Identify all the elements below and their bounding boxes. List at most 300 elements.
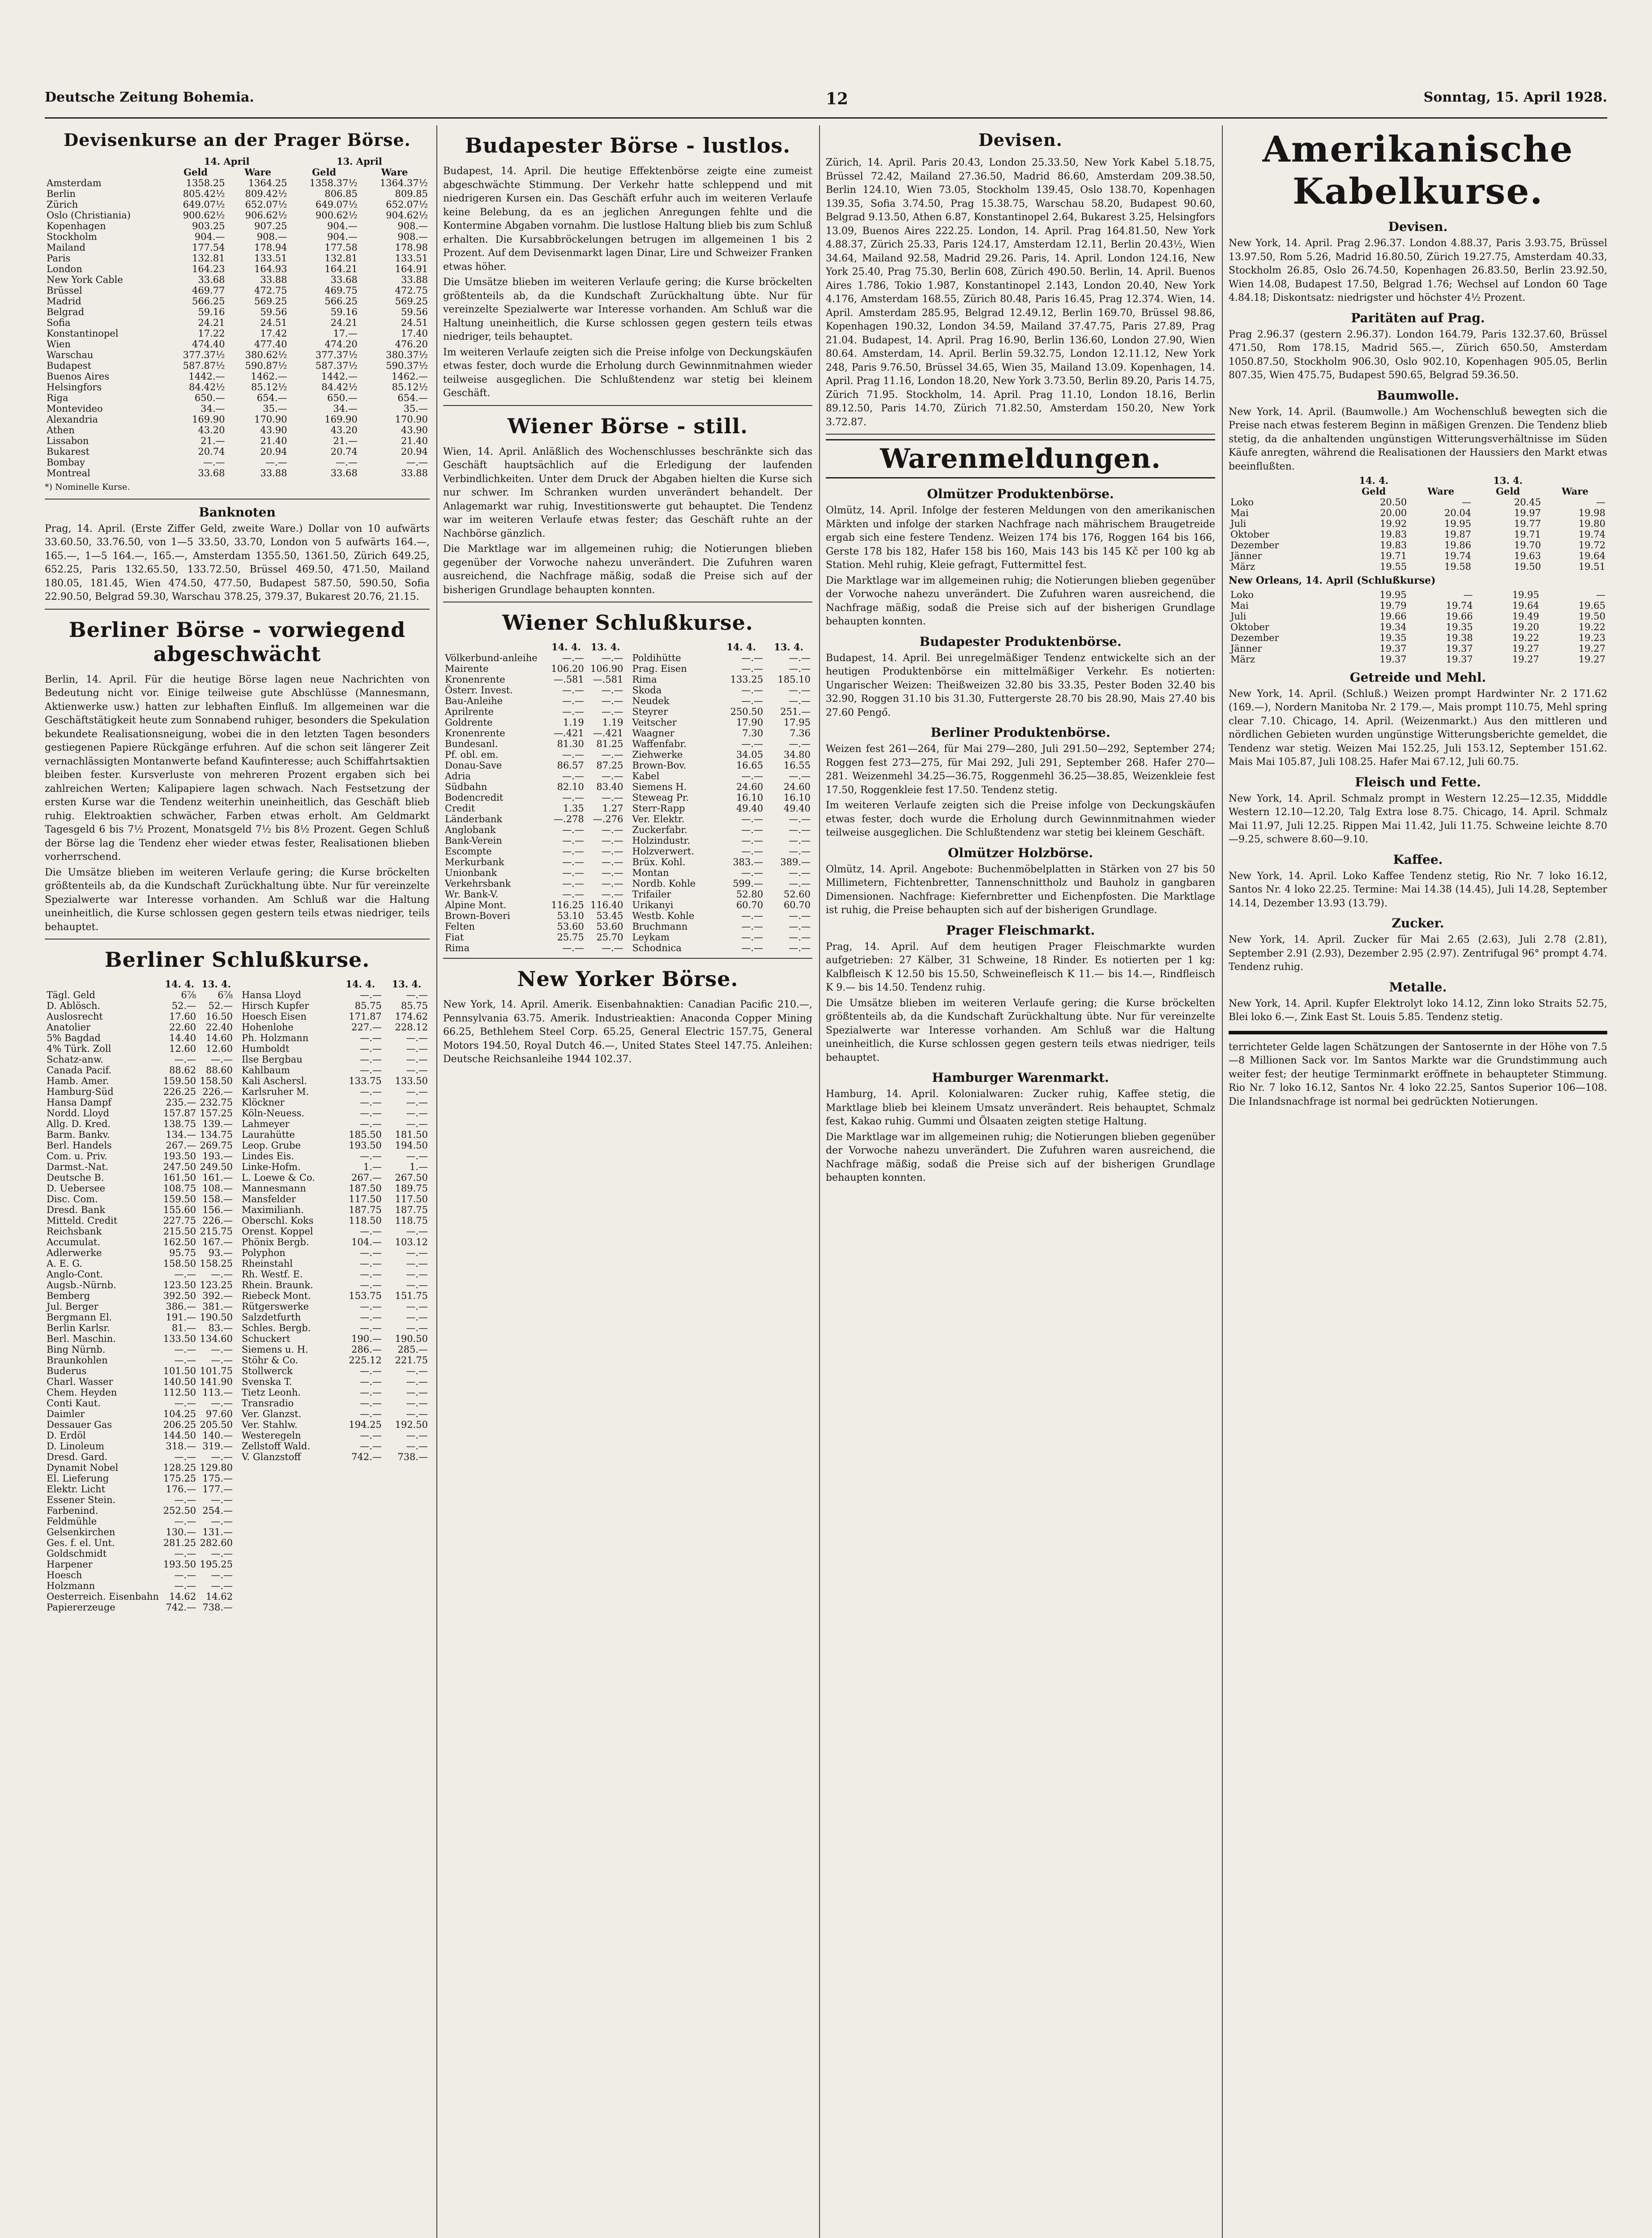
row-value: 19.63 [1514, 551, 1541, 561]
row-value: 52.— [171, 1000, 196, 1011]
row-value: 247.50 [163, 1162, 196, 1172]
row-value: 171.87 [349, 1011, 382, 1022]
wiener-schlusskurse-heading: Wiener Schlußkurse. [502, 611, 753, 635]
row-value: —.— [789, 814, 811, 824]
kurs-row [240, 1366, 430, 1376]
row-value: 43.90 [260, 425, 287, 436]
row-value: 381.— [202, 1301, 233, 1312]
row-value: 178.94 [254, 242, 287, 253]
getreide-heading: Getreide und Mehl. [1349, 670, 1486, 685]
kurs-row [631, 889, 813, 900]
row-value: 1364.25 [248, 178, 287, 188]
row-value: 191.— [166, 1312, 196, 1323]
row-value: 43.20 [198, 425, 225, 436]
row-value: —.— [211, 1548, 233, 1559]
row-value: 19.37 [1446, 653, 1473, 665]
row-value: 138.75 [163, 1119, 196, 1129]
row-label: Bank-Verein [445, 835, 502, 846]
row-value: 377.37½ [183, 350, 225, 360]
row-label: Oberschl. Koks [242, 1215, 314, 1226]
row-value: 193.50 [163, 1559, 196, 1570]
devisen-row [45, 285, 430, 296]
kurs-row [240, 1119, 430, 1129]
row-value: 1.35 [563, 803, 584, 814]
row-value: 1.19 [563, 717, 584, 728]
row-label: Hohenlohe [242, 1022, 294, 1033]
row-label: Sofia [47, 317, 71, 328]
row-label: Prag. Eisen [632, 663, 687, 674]
row-value: —.— [741, 685, 764, 696]
row-value: 85.12½ [392, 382, 428, 393]
row-label: Leop. Grube [242, 1140, 301, 1151]
row-label: Stollwerck [242, 1366, 293, 1376]
row-value: 144.50 [163, 1430, 196, 1441]
devisen-row [45, 457, 430, 468]
row-value: 157.25 [200, 1108, 233, 1119]
row-value: 16.65 [736, 760, 764, 771]
kurs-row [45, 1204, 235, 1215]
row-value: 19.95 [1379, 589, 1407, 600]
row-value: —.— [562, 685, 584, 696]
row-value: —.— [406, 1441, 428, 1452]
row-label: Hoesch Eisen [242, 1011, 307, 1022]
row-label: A. E. G. [47, 1258, 82, 1269]
row-value: 164.91 [395, 264, 428, 274]
row-label: Daimler [47, 1409, 85, 1419]
kurs-row [443, 878, 625, 889]
row-label: Zellstoff Wald. [242, 1441, 311, 1452]
kurs-row [45, 1323, 235, 1333]
row-label: Rütgerswerke [242, 1301, 309, 1312]
olmuetzer-holz-text: Olmütz, 14. April. Angebote: Buchenmöbelplatten in Stärken von 27 bis 50 Millimetern, Fichtenbretter, Tannenschnittholz und Bauholz in gangbaren Dimensionen. Nachfrage: Kiefernbretter und Eichenpfosten. Die Marktlage ist ruhig, die Preise behaupten sich auf der bisherigen Grundlage. [826, 863, 1215, 916]
row-value: 159.50 [163, 1076, 196, 1086]
row-value: 116.40 [590, 900, 623, 910]
kurs-row [443, 900, 625, 910]
row-value: 43.20 [330, 425, 358, 436]
row-value: —.— [211, 1344, 233, 1355]
row-value: 215.75 [200, 1226, 233, 1237]
row-value: 250.50 [730, 706, 764, 717]
kurs-row [45, 1538, 235, 1548]
column-2 [443, 125, 812, 2238]
row-label: Ziehwerke [632, 749, 683, 760]
row-label: Holzverwert. [632, 846, 695, 857]
zucker-text: New York, 14. April. Zucker für Mai 2.65 (2.63), Juli 2.78 (2.81), September 2.91 (2.93), Dezember 2.95 (2.97). Zentrifugal 96° prompt 4.74. Tendenz ruhig. [1229, 934, 1607, 973]
filler-text: Die Marktlage war im allgemeinen ruhig; die Notierungen blieben gegenüber der Vorwoche nahezu unverändert. Die Zufuhren waren ausreichend, die Nachfrage mäßig, sodaß die Preise sich auf der bisherigen Grundlage behaupten konnten. [826, 575, 1215, 627]
row-label: Auslosrecht [47, 1011, 103, 1022]
row-value: 85.12½ [251, 382, 287, 393]
kurs-row [45, 1527, 235, 1538]
kurs-row [443, 771, 625, 782]
row-label: Kali Aschersl. [242, 1076, 307, 1086]
row-label: Mai [1230, 600, 1249, 611]
row-value: 17.22 [198, 328, 225, 339]
row-value: 20.74 [198, 446, 225, 457]
row-label: Schuckert [242, 1333, 290, 1344]
row-value: 113.— [202, 1387, 233, 1398]
row-value: 19.97 [1514, 508, 1541, 518]
row-value: 34.80 [783, 749, 811, 760]
row-value: 742.— [166, 1602, 196, 1613]
row-label: Lindes Eis. [242, 1151, 295, 1162]
kurs-row [443, 674, 625, 685]
row-label: Humboldt [242, 1043, 290, 1054]
row-label: Länderbank [445, 814, 503, 824]
row-value: —.— [360, 1097, 382, 1108]
row-label: Steyrer [632, 706, 668, 717]
row-value: —.— [336, 457, 358, 468]
kurs-row [443, 728, 625, 739]
row-value: 164.93 [254, 264, 287, 274]
wiener-schlusskurse-right-rows [631, 653, 813, 953]
row-value: 52.80 [736, 889, 764, 900]
row-value: 19.79 [1379, 600, 1407, 611]
kurs-row [631, 717, 813, 728]
row-label: Berl. Handels [47, 1140, 112, 1151]
kurs-row [631, 749, 813, 760]
row-label: Berlin [47, 188, 76, 199]
row-value: 19.37 [1379, 643, 1407, 654]
row-value: 587.87½ [183, 360, 225, 371]
row-value: 106.90 [590, 663, 623, 674]
kurs-row [240, 1151, 430, 1162]
row-value: 190.— [351, 1333, 382, 1344]
row-value: 652.07½ [245, 199, 287, 210]
row-label: Mai [1230, 508, 1249, 518]
kurs-row [631, 706, 813, 717]
row-value: 16.50 [205, 1011, 233, 1022]
row-value: —.— [211, 1495, 233, 1505]
row-label: Credit [445, 803, 475, 814]
row-value: 742.— [351, 1452, 382, 1462]
row-value: 225.12 [349, 1355, 382, 1366]
row-label: Leykam [632, 932, 670, 943]
kurs-row [45, 1129, 235, 1140]
row-value: 187.75 [395, 1204, 428, 1215]
row-label: Schodnica [632, 943, 682, 953]
row-value: 809.42½ [245, 188, 287, 199]
col-header: Geld [1496, 486, 1520, 497]
kurs-row [443, 782, 625, 792]
row-value: 132.81 [324, 253, 358, 264]
kurs-row [443, 792, 625, 803]
row-value: —.— [406, 1097, 428, 1108]
row-value: 133.25 [730, 674, 764, 685]
row-value: 178.98 [395, 242, 428, 253]
row-label: Kronenrente [445, 728, 505, 739]
baumwolle-text: New York, 14. April. (Baumwolle.) Am Wochenschluß bewegten sich die Preise nach etwas festerem Beginn in mäßigen Grenzen. Die Tendenz blieb stetig, da die anhaltenden ungünstigen Witterungsverhältnisse im Süden Käufe anregten, während die Realisationen der Haussiers den Markt etwas beeinflußten. [1229, 406, 1607, 472]
kurs-row [240, 1355, 430, 1366]
row-value: 81.— [171, 1323, 196, 1333]
row-value: 654.— [397, 393, 428, 403]
prager-fleisch-text: Prag, 14. April. Auf dem heutigen Prager Fleischmarkte wurden aufgetrieben: 27 Kälber, 31 Schweine, 18 Rinder. Es notierten per 1 kg: Kalbfleisch K 12.50 bis 15.50, Schweinefleisch K 11.— bis 14.—, Rindfleisch K 9.— bis 14.50. Tendenz ruhig. [826, 941, 1215, 993]
row-value: —.— [174, 1548, 196, 1559]
kurs-row [45, 1387, 235, 1398]
berliner-schlusskurse-heading: Berliner Schlußkurse. [104, 948, 370, 972]
row-value: 1364.37½ [380, 178, 428, 188]
devisen-row [45, 436, 430, 446]
kurs-row [45, 1495, 235, 1505]
row-value: 566.25 [324, 296, 358, 307]
row-value: —.— [601, 878, 623, 889]
row-value: 477.40 [254, 339, 287, 350]
row-label: Stöhr & Co. [242, 1355, 299, 1366]
kurs-row [240, 1043, 430, 1054]
kurs-row [240, 1065, 430, 1076]
kurs-row [443, 824, 625, 835]
row-value: 1462.— [251, 371, 287, 382]
row-value: 19.71 [1514, 529, 1541, 540]
row-value: 33.68 [198, 468, 225, 478]
row-label: Buenos Aires [47, 371, 110, 382]
banknoten-text: Prag, 14. April. (Erste Ziffer Geld, zweite Ware.) Dollar von 10 aufwärts 33.60.50, 33.76.50, von 1—5 33.50, 33.70, London von 5 aufwärts 164.—, 165.—, 1—5 164.—, 165.—, Amsterdam 1355.50, 1361.50, Zürich 649.25, 652.25, Paris 132.65.50, 133.72.50, Brüssel 469.50, 471.50, Mailand 180.05, 181.45, Wien 474.50, 477.50, Budapest 587.50, 590.50, Sofia 22.90.50, Belgrad 59.30, Warschau 378.25, 379.37, Bukarest 20.76, 21.15. [45, 523, 430, 602]
kurs-row [45, 1484, 235, 1495]
fleisch-heading: Fleisch und Fette. [1355, 774, 1481, 790]
row-value: —.— [360, 1280, 382, 1290]
row-value: 162.50 [163, 1237, 196, 1247]
row-value: 86.57 [557, 760, 584, 771]
row-label: Berl. Maschin. [47, 1333, 116, 1344]
row-value: —.— [406, 1323, 428, 1333]
row-value: 175.25 [163, 1473, 196, 1484]
kurs-row [45, 1516, 235, 1527]
row-value: —.— [741, 943, 764, 953]
row-value: 97.60 [205, 1409, 233, 1419]
col-header: 13. 4. [1493, 475, 1523, 486]
devisen-row [45, 414, 430, 425]
devisen-row [45, 296, 430, 307]
column-divider [819, 125, 820, 2238]
row-label: Montreal [47, 468, 90, 478]
amerik-devisen-text: New York, 14. April. Prag 2.96.37. London 4.88.37, Paris 3.93.75, Brüssel 13.97.50, Rom 5.26, Madrid 16.80.50, Zürich 19.27.75, Amsterdam 40.33, Stockholm 26.85, Oslo 26.74.50, Kopenhagen 26.83.50, Berlin 23.92.50, Wien 14.08, Budapest 17.50, Belgrad 1.76; Wechsel auf London 60 Tage 4.84.18; Diskontsatz: niedrigster und höchster 4½ Prozent. [1229, 238, 1607, 303]
row-value: 59.56 [260, 307, 287, 317]
row-value: 806.85 [324, 188, 358, 199]
row-value: 33.68 [330, 274, 358, 285]
col-header: 13. 4. [201, 979, 231, 990]
devisen-row [45, 371, 430, 382]
row-value: 19.37 [1446, 643, 1473, 654]
row-value: 380.37½ [386, 350, 428, 360]
row-label: Mitteld. Credit [47, 1215, 118, 1226]
kurs-row [45, 1054, 235, 1065]
kurs-row [443, 653, 625, 663]
row-label: Hoesch [47, 1570, 82, 1580]
row-value: —.— [174, 1398, 196, 1409]
row-value: 19.51 [1578, 561, 1605, 572]
row-label: Merkurbank [445, 857, 504, 867]
getreide-text: New York, 14. April. (Schluß.) Weizen prompt Hardwinter Nr. 2 171.62 (169.—), Nordern Manitoba Nr. 2 179.—, Mais prompt 110.75, Mehl spring clear 7.10. Chicago, 14. April. (Weizenmarkt.) Aus den mittleren und nördlichen Gebieten wurden ungünstige Witterungsberichte gemeldet, die Tendenz war stetig. Weizen Mai 152.25, Juli 153.12, September 151.62. Mais Mai 105.87, Juli 108.25. Hafer Mai 67.12, Juli 60.75. [1229, 688, 1607, 768]
kurs-row [240, 1022, 430, 1033]
kurs-row [631, 771, 813, 782]
devisen-row [45, 307, 430, 317]
devisen-row [45, 350, 430, 360]
row-value: 649.07½ [315, 199, 358, 210]
row-value: 19.72 [1578, 540, 1605, 551]
row-value: 7.30 [742, 728, 764, 739]
row-value: —.— [203, 457, 225, 468]
kurs-row [240, 1387, 430, 1398]
row-value: 252.50 [163, 1505, 196, 1516]
row-value: 19.20 [1512, 621, 1539, 632]
row-label: Linke-Hofm. [242, 1162, 301, 1172]
row-value: —.— [741, 867, 764, 878]
new-yorker-boerse-text: New York, 14. April. Amerik. Eisenbahnaktien: Canadian Pacific 210.—, Pennsylvania 63.75. Amerik. Industrieaktien: Anaconda Copper Mining 66.25, Bethlehem Steel Corp. 65.25, General Electric 157.75, General Motors 194.50, Royal Dutch 46.—, United States Steel 147.75. Anleihen: Deutsche Reichsanleihe 1944 102.37. [443, 999, 812, 1065]
kurs-row [443, 803, 625, 814]
row-value: — [1463, 589, 1473, 600]
row-label: Brown-Bov. [632, 760, 687, 771]
row-label: Reichsbank [47, 1226, 102, 1237]
devisen-text: Zürich, 14. April. Paris 20.43, London 25.33.50, New York Kabel 5.18.75, Brüssel 72.42, Mailand 27.36.50, Madrid 86.60, Amsterdam 209.38.50, Berlin 124.10, Wien 73.05, Stockholm 139.45, Oslo 138.70, Kopenhagen 139.35, Sofia 3.74.50, Prag 15.38.75, Warschau 58.20, Budapest 90.60, Belgrad 9.13.50, Athen 6.87, Konstantinopel 2.64, Bukarest 3.25, Helsingfors 13.09, Buenos Aires 222.25. London, 14. April. Prag 164.81.50, New York 4.88.37, Zürich 25.33, Paris 124.17, Amsterdam 12.11, Berlin 20.43½, Wien 34.64, Mailand 92.58, Madrid 29.26. Paris, 14. April. London 124.16, New York 25.40, Prag 75.30, Berlin 608, Zürich 490.50. Berlin, 14. April. Buenos Aires 1.786, Tokio 1.987, Konstantinopel 2.143, London 20.40, New York 4.176, Amsterdam 168.55, Zürich 80.48, Paris 16.45, Prag 12.374. Wien, 14. April. Amsterdam 285.95, Belgrad 12.49.12, Berlin 169.70, Brüssel 98.86, Kopenhagen 190.32, London 34.59, Mailand 37.47.75, Paris 27.89, Prag 21.04. Budapest, 14. April. Prag 16.90, Berlin 136.60, London 27.90, Wien 80.64. Amsterdam, 14. April. Berlin 59.32.75, London 12.11.12, New York 248, Paris 9.76.50, Brüssel 34.65, Wien 35, Mailand 13.09. Kopenhagen, 14. April. Prag 11.16, London 18.20, New York 3.73.50, Berlin 89.20, Paris 14.75, Zürich 71.95. Stockholm, 14. April. Prag 11.10, London 18.16, Berlin 89.12.50, Paris 14.70, Zürich 71.82.50, Amsterdam 150.20, New York 3.72.87. [826, 157, 1215, 428]
row-value: —.— [360, 1086, 382, 1097]
row-label: Goldschmidt [47, 1548, 107, 1559]
row-value: 22.60 [169, 1022, 196, 1033]
kurs-row [45, 1172, 235, 1183]
row-label: Madrid [47, 296, 81, 307]
row-label: Oslo (Christiania) [47, 210, 131, 221]
row-value: 175.— [202, 1473, 233, 1484]
row-value: 472.75 [395, 285, 428, 296]
row-label: Donau-Save [445, 760, 502, 771]
row-value: 104.25 [163, 1409, 196, 1419]
row-value: 221.75 [395, 1355, 428, 1366]
section-rule [443, 405, 812, 406]
row-label: Barm. Bankv. [47, 1129, 110, 1140]
row-value: 652.07½ [386, 199, 428, 210]
row-value: 1.27 [602, 803, 623, 814]
row-value: 19.50 [1514, 561, 1541, 572]
kurs-row [45, 1280, 235, 1290]
row-value: 1.— [409, 1162, 428, 1172]
row-label: Köln-Neuess. [242, 1108, 305, 1119]
kurs-row [45, 1269, 235, 1280]
row-label: Unionbank [445, 867, 497, 878]
kurs-row [240, 1323, 430, 1333]
col-header: 14. 4. [551, 642, 581, 653]
kurs-row [240, 1108, 430, 1119]
row-value: —.— [174, 1269, 196, 1280]
row-label: Jänner [1230, 551, 1262, 561]
row-value: —.— [601, 824, 623, 835]
row-label: Transradio [242, 1398, 294, 1409]
new-orleans-rows [1229, 589, 1607, 665]
filler-text: Die Umsätze blieben im weiteren Verlaufe gering; die Kurse bröckelten größtenteils ab, da die Kundschaft Zurückhaltung übte. Nur für vereinzelte Spezialwerte war Interesse vorhanden. Am Schluß war die Haltung uneinheitlich, die Kurse schlossen gegen gestern teils etwas niedriger, teils behauptet. [443, 277, 812, 342]
row-label: Laurahütte [242, 1129, 295, 1140]
row-value: —.— [406, 1376, 428, 1387]
row-value: 59.16 [198, 307, 225, 317]
row-value: 133.50 [395, 1076, 428, 1086]
row-value: —.— [174, 1344, 196, 1355]
row-label: Alexandria [47, 414, 98, 425]
kurs-row [45, 1398, 235, 1409]
row-label: Bemberg [47, 1290, 90, 1301]
hamburger-waren-heading: Hamburger Warenmarkt. [932, 1070, 1109, 1085]
kurs-row [240, 1376, 430, 1387]
header-rule [45, 117, 1607, 119]
zucker-heading: Zucker. [1392, 916, 1444, 931]
new-orleans-row [1229, 643, 1607, 654]
row-value: 20.74 [330, 446, 358, 457]
row-value: —.— [562, 835, 584, 846]
row-label: Verkehrsbank [445, 878, 511, 889]
row-value: —.— [406, 1054, 428, 1065]
row-value: 19.64 [1578, 551, 1605, 561]
row-value: 21.40 [260, 436, 287, 446]
row-value: 169.90 [324, 414, 358, 425]
filler-text: Die Marktlage war im allgemeinen ruhig; die Notierungen blieben gegenüber der Vorwoche nahezu unverändert. Die Zufuhren waren ausreichend, die Nachfrage mäßig, sodaß die Preise sich auf der bisherigen Grundlage behaupten konnten. [443, 543, 812, 596]
kurs-row [240, 990, 430, 1000]
kurs-row [443, 760, 625, 771]
row-label: Chem. Heyden [47, 1387, 117, 1398]
row-label: Stockholm [47, 231, 97, 242]
devisen-row [45, 328, 430, 339]
row-value: 392.50 [163, 1290, 196, 1301]
row-value: 21.40 [401, 436, 428, 446]
kurs-row [240, 1237, 430, 1247]
row-label: Anglobank [445, 824, 496, 835]
row-value: 1442.— [188, 371, 225, 382]
row-value: 900.62½ [315, 210, 358, 221]
row-value: —.— [360, 1119, 382, 1129]
row-value: 19.49 [1512, 611, 1539, 622]
kurs-row [45, 1559, 235, 1570]
row-value: 19.98 [1578, 508, 1605, 518]
baumwolle-table [1229, 475, 1607, 572]
row-value: —.— [406, 1366, 428, 1376]
row-label: Canada Pacif. [47, 1065, 112, 1076]
row-value: 35.— [263, 403, 287, 414]
row-value: 474.40 [192, 339, 225, 350]
row-value: 226.25 [163, 1086, 196, 1097]
row-value: 161.— [202, 1172, 233, 1183]
row-value: 53.45 [596, 910, 623, 921]
row-value: —.421 [593, 728, 623, 739]
row-label: Felten [445, 921, 475, 932]
row-value: 19.80 [1578, 518, 1605, 529]
devisen-row [45, 253, 430, 264]
kurs-row [631, 663, 813, 674]
row-label: Adria [445, 771, 471, 782]
row-label: Schles. Bergb. [242, 1323, 311, 1333]
kurs-row [240, 1194, 430, 1204]
kurs-row [631, 653, 813, 663]
row-value: 181.50 [395, 1129, 428, 1140]
row-value: 654.— [256, 393, 287, 403]
row-value: —.— [406, 1312, 428, 1323]
row-value: 19.50 [1578, 611, 1605, 622]
kurs-row [240, 1000, 430, 1011]
kurs-row [240, 1419, 430, 1430]
row-value: 24.51 [260, 317, 287, 328]
row-value: 158.50 [163, 1258, 196, 1269]
kurs-row [631, 739, 813, 749]
row-value: —.— [360, 1398, 382, 1409]
olmuetzer-produkte-text: Olmütz, 14. April. Infolge der festeren Meldungen von den amerikanischen Märkten und infolge der starken Nachfrage nach mährischem Braugetreide ergab sich eine festere Tendenz. Weizen 174 bis 176, Roggen 164 bis 166, Gerste 178 bis 182, Hafer 158 bis 160, Mais 143 bis 145 Kč per 100 kg ab Station. Mehl ruhig, Kleie gefragt, Futtermittel fest. [826, 505, 1215, 571]
kurs-row [631, 760, 813, 771]
col-header: Ware [381, 167, 408, 178]
row-value: 187.50 [349, 1183, 382, 1194]
row-value: 386.— [166, 1301, 196, 1312]
row-label: Polyphon [242, 1247, 286, 1258]
kurs-row [443, 717, 625, 728]
row-value: 139.— [202, 1119, 233, 1129]
row-value: 158.25 [200, 1258, 233, 1269]
row-label: Budapest [47, 360, 92, 371]
budapester-boerse-heading: Budapester Börse - lustlos. [465, 133, 791, 158]
row-value: —.— [360, 1366, 382, 1376]
new-orleans-row [1229, 654, 1607, 665]
row-value: 140.50 [163, 1376, 196, 1387]
row-value: 19.86 [1444, 540, 1472, 551]
